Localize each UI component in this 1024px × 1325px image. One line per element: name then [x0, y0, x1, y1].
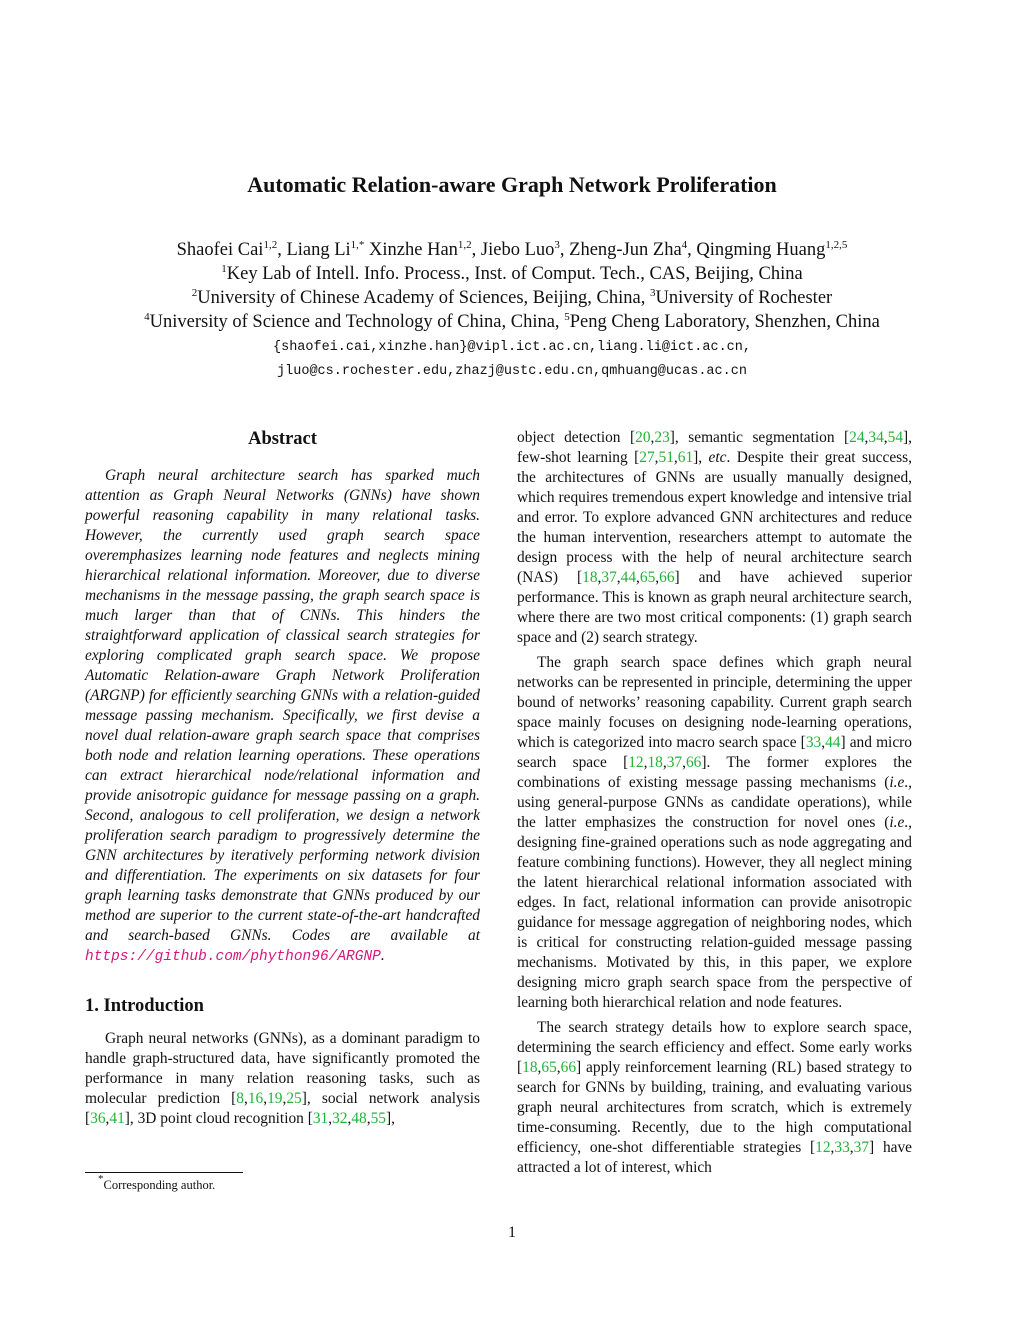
citation-link[interactable]: 32 — [332, 1110, 348, 1127]
affiliation-marker: 4 — [144, 311, 150, 323]
citation-link[interactable]: 37 — [601, 569, 617, 586]
code-link[interactable]: https://github.com/phython96/ARGNP — [85, 949, 381, 965]
footnote-marker: * — [98, 1173, 104, 1185]
author-separator: , — [687, 240, 697, 260]
text-run: ] apply reinforcement learning (RL) based strategy to search for GNNs by building, training, and evaluating various graph neural architectures from scratch, which is extremely time-consuming. Recently, due to the high computational efficiency, one-shot differentiable strategies [ — [517, 1059, 912, 1156]
citation-group: 24,34,54 — [849, 429, 904, 446]
citation-link[interactable]: 65 — [541, 1059, 557, 1076]
affiliation-text: Peng Cheng Laboratory, Shenzhen, China — [569, 312, 880, 332]
citation-link[interactable]: 44 — [620, 569, 637, 586]
citation-link[interactable]: 12 — [815, 1139, 831, 1156]
intro-paragraph-1 — [85, 1029, 480, 1129]
intro-heading: 1. Introduction — [85, 996, 204, 1016]
text-run: The graph search space defines which graph neural networks can be represented in principle, determining the upper bound of networks’ reasoning capability. Current graph search space mainly focuses on designing node-learning operations, which is categorized into macro search space [ — [517, 654, 912, 751]
citation-link[interactable]: 18 — [582, 569, 598, 586]
citation-group: 18,37,44,65,66 — [582, 569, 675, 586]
email-line-2: jluo@cs.rochester.edu,zhazj@ustc.edu.cn,qmhuang@ucas.ac.cn — [277, 364, 747, 379]
affiliation-marker: 1 — [221, 263, 227, 275]
affiliation-marker: 5 — [564, 311, 570, 323]
citation-group: 12,18,37,66 — [628, 754, 702, 771]
text-run: ., using general-purpose GNNs as candidate operations), while the latter emphasizes the construction for novel ones ( — [517, 774, 912, 831]
text-run: Graph neural networks (GNNs), as a dominant paradigm to handle graph-structured data, have significantly promoted the performance in many relation reasoning tasks, such as molecular prediction [ — [85, 1030, 480, 1107]
text-run: ., designing fine-grained operations such as node aggregating and feature combining functions). However, they all neglect mining the latent hierarchical relational information associated with edges. In fact, relational information can provide anisotropic guidance for message aggregation of neighboring nodes, which is critical for constructing relation-guided message passing mechanisms. Motivated by this, in this paper, we explore designing micro graph search space from the perspective of learning both hierarchical relation and node features. — [517, 814, 912, 1011]
text-run: ] have attracted a lot of interest, which — [517, 1139, 913, 1176]
text-run: i.e — [889, 774, 905, 791]
affiliation-line-3 — [0, 312, 1024, 333]
citation-link[interactable]: 12 — [628, 754, 644, 771]
citation-link[interactable]: 37 — [853, 1139, 870, 1156]
author-affiliation-marker: 1,2,5 — [825, 239, 848, 251]
text-run: ] and have achieved superior performance. This is known as graph neural architecture search, where there are two most critical components: (1) graph search space and (2) search strategy. — [517, 569, 912, 646]
citation-link[interactable]: 66 — [685, 754, 702, 771]
intro-paragraph-2 — [517, 653, 912, 1013]
citation-group: 8,16,19,25 — [236, 1090, 302, 1107]
abstract-end: . — [380, 947, 385, 964]
citation-group: 36,41 — [90, 1110, 125, 1127]
abstract-body — [85, 466, 480, 967]
citation-link[interactable]: 18 — [647, 754, 663, 771]
citation-link[interactable]: 55 — [370, 1110, 386, 1127]
author-affiliation-marker: 3 — [554, 239, 560, 251]
text-run: . Despite their great success, the architectures of GNNs are usually manually designed, which requires tremendous expert knowledge and intensive trial and error. To explore advanced GNN architectures and reduce the human intervention, researchers attempt to automate the design process with the help of neural architecture search (NAS) [ — [517, 449, 912, 586]
footnote-text: Corresponding author. — [103, 1178, 216, 1192]
author-list — [0, 240, 1024, 261]
citation-link[interactable]: 37 — [666, 754, 683, 771]
author-name: Qingming Huang — [696, 240, 826, 260]
author-affiliation-marker: 4 — [681, 239, 688, 251]
author-affiliation-marker: 1,2 — [263, 239, 278, 251]
citation-link[interactable]: 33 — [834, 1139, 850, 1156]
citation-group: 31,32,48,55 — [312, 1110, 386, 1127]
affiliation-text: University of Rochester — [655, 288, 833, 308]
citation-link[interactable]: 19 — [267, 1090, 283, 1107]
citation-link[interactable]: 20 — [635, 429, 651, 446]
affiliation-line-1 — [0, 264, 1024, 285]
citation-link[interactable]: 66 — [560, 1059, 577, 1076]
citation-link[interactable]: 65 — [639, 569, 656, 586]
citation-link[interactable]: 48 — [351, 1110, 367, 1127]
author-name: Shaofei Cai — [176, 240, 264, 260]
affiliation-marker: 3 — [649, 287, 656, 299]
citation-group: 27,51,61 — [639, 449, 694, 466]
text-run: ], — [386, 1110, 395, 1127]
author-separator: , — [277, 240, 287, 260]
text-run: i.e — [889, 814, 905, 831]
citation-link[interactable]: 51 — [658, 449, 674, 466]
citation-group: 20,23 — [635, 429, 670, 446]
abstract-heading: Abstract — [248, 429, 317, 449]
text-run: ], 3D point cloud recognition [ — [124, 1110, 313, 1127]
text-run: The search strategy details how to explore search space, determining the search efficiency and effect. Some early works [ — [517, 1019, 912, 1076]
page-number: 1 — [508, 1224, 516, 1241]
citation-link[interactable]: 41 — [109, 1110, 125, 1127]
affiliation-text: Key Lab of Intell. Info. Process., Inst. of Comput. Tech., CAS, Beijing, China — [226, 264, 803, 284]
author-separator: , — [559, 240, 570, 260]
abstract-text: Graph neural architecture search has sparked much attention as Graph Neural Networks (GNNs) have shown powerful reasoning capability in many relational tasks. However, the currently used graph search space overemphasizes learning node features and neglects mining hierarchical relational information. Moreover, due to diverse mechanisms in the message passing, the graph search space is much larger than that of CNNs. This hinders the straightforward application of classical search strategies for exploring complicated graph search space. We propose Automatic Relation-aware Graph Network Proliferation (ARGNP) for efficiently searching GNNs with a relation-guided message passing mechanism. Specifically, we first devise a novel dual relation-aware graph search space that comprises both node and relation learning operations. These operations can extract hierarchical node/relational information and provide anisotropic guidance for message passing on a graph. Second, analogous to cell proliferation, we design a network proliferation search paradigm to progressively determine the GNN architectures by iteratively performing network division and differentiation. The experiments on six datasets for four graph learning tasks demonstrate that GNNs produced by our method are superior to the current state-of-the-art handcrafted and search-based GNNs. Codes are available at — [85, 467, 480, 944]
text-run: ], — [693, 449, 709, 466]
citation-link[interactable]: 27 — [639, 449, 655, 466]
author-affiliation-marker: 1,2 — [457, 239, 472, 251]
citation-link[interactable]: 16 — [247, 1090, 264, 1107]
citation-link[interactable]: 31 — [312, 1110, 329, 1127]
affiliation-marker: 2 — [191, 287, 198, 299]
author-name: Xinzhe Han — [369, 240, 458, 260]
citation-link[interactable]: 36 — [90, 1110, 106, 1127]
author-name: Zheng-Jun Zha — [569, 240, 682, 260]
footnote-rule — [85, 1172, 243, 1173]
affiliation-text: University of Chinese Academy of Sciences, Beijing, China, — [197, 288, 650, 308]
citation-link[interactable]: 18 — [522, 1059, 538, 1076]
affiliation-line-2 — [0, 288, 1024, 309]
citation-link[interactable]: 66 — [659, 569, 675, 586]
citation-group: 18,65,66 — [522, 1059, 577, 1076]
footnote — [98, 1173, 216, 1193]
left-column — [85, 428, 480, 1134]
affiliation-text: University of Science and Technology of China, China, — [149, 312, 565, 332]
intro-paragraph-1-cont — [517, 428, 912, 648]
text-run: ], semantic segmentation [ — [669, 429, 850, 446]
author-affiliation-marker: 1,* — [350, 239, 365, 251]
text-run: ]. The former explores the combinations of existing message passing mechanisms ( — [517, 754, 912, 791]
citation-link[interactable]: 33 — [805, 734, 822, 751]
author-separator: , — [471, 240, 481, 260]
right-column — [517, 428, 912, 1183]
citation-link[interactable]: 8 — [236, 1090, 244, 1107]
citation-link[interactable]: 24 — [849, 429, 865, 446]
author-name: Jiebo Luo — [480, 240, 555, 260]
author-name: Liang Li — [286, 240, 351, 260]
citation-group: 33,44 — [805, 734, 841, 751]
citation-group: 12,33,37 — [815, 1139, 870, 1156]
citation-link[interactable]: 25 — [286, 1090, 302, 1107]
text-run: etc — [708, 449, 727, 466]
citation-link[interactable]: 23 — [654, 429, 670, 446]
citation-link[interactable]: 61 — [677, 449, 694, 466]
email-line-1: {shaofei.cai,xinzhe.han}@vipl.ict.ac.cn,liang.li@ict.ac.cn, — [273, 340, 751, 355]
intro-paragraph-3 — [517, 1018, 912, 1178]
text-run: ] and micro search space [ — [517, 734, 912, 771]
text-run: ], social network analysis [ — [85, 1090, 480, 1127]
citation-link[interactable]: 54 — [887, 429, 904, 446]
text-run: object detection [ — [517, 429, 636, 446]
citation-link[interactable]: 34 — [868, 429, 884, 446]
text-run: ], few-shot learning [ — [517, 429, 913, 466]
citation-link[interactable]: 44 — [825, 734, 841, 751]
paper-title: Automatic Relation-aware Graph Network Proliferation — [247, 172, 777, 197]
